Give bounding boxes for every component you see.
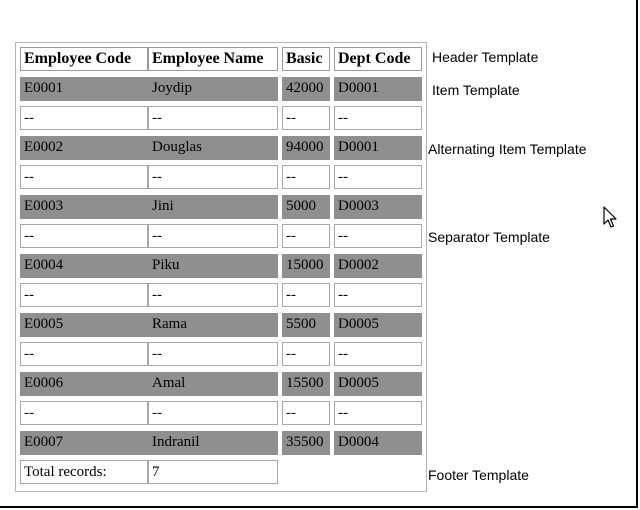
header-employee-code: Employee Code [20,47,148,71]
row-basic-cell: 15000 [282,254,330,278]
separator-cell: -- [20,224,148,248]
row-employee-code-cell: E0002 [20,136,148,160]
separator-cell: -- [148,401,278,425]
row-employee-code-cell: E0003 [20,195,148,219]
separator-cell: -- [282,342,330,366]
separator-cell: -- [334,224,422,248]
row-employee-code-cell: E0006 [20,372,148,396]
row-basic-cell: 35500 [282,431,330,455]
row-employee-name-cell: Joydip [148,77,278,101]
header-basic: Basic [282,47,330,71]
separator-cell: -- [282,224,330,248]
row-employee-code-cell: E0001 [20,77,148,101]
footer-template-label: Footer Template [428,467,529,483]
row-basic-cell: 5500 [282,313,330,337]
row-employee-code-cell: E0004 [20,254,148,278]
row-basic-cell: 15500 [282,372,330,396]
separator-cell: -- [334,165,422,189]
row-dept-code-cell: D0004 [334,431,422,455]
separator-cell: -- [334,342,422,366]
row-basic-cell: 42000 [282,77,330,101]
item-template-label: Item Template [432,82,520,98]
row-dept-code-cell: D0002 [334,254,422,278]
separator-cell: -- [20,283,148,307]
separator-cell: -- [334,401,422,425]
row-employee-name-cell: Jini [148,195,278,219]
separator-cell: -- [20,106,148,130]
row-employee-code-cell: E0005 [20,313,148,337]
mouse-pointer-icon [603,206,619,230]
row-basic-cell: 94000 [282,136,330,160]
header-template-label: Header Template [432,49,539,65]
separator-cell: -- [20,342,148,366]
row-employee-name-cell: Piku [148,254,278,278]
separator-cell: -- [148,224,278,248]
row-dept-code-cell: D0001 [334,77,422,101]
row-employee-code-cell: E0007 [20,431,148,455]
row-employee-name-cell: Rama [148,313,278,337]
separator-cell: -- [334,283,422,307]
row-dept-code-cell: D0005 [334,313,422,337]
header-dept-code: Dept Code [334,47,422,71]
row-dept-code-cell: D0003 [334,195,422,219]
separator-template-label: Separator Template [428,229,550,245]
alternating-item-template-label: Alternating Item Template [428,141,587,157]
separator-cell: -- [334,106,422,130]
separator-cell: -- [148,283,278,307]
row-dept-code-cell: D0001 [334,136,422,160]
separator-cell: -- [148,342,278,366]
separator-cell: -- [148,165,278,189]
separator-cell: -- [20,401,148,425]
row-employee-name-cell: Douglas [148,136,278,160]
separator-cell: -- [282,106,330,130]
row-employee-name-cell: Amal [148,372,278,396]
separator-cell: -- [282,401,330,425]
header-employee-name: Employee Name [148,47,278,71]
separator-cell: -- [148,106,278,130]
separator-cell: -- [282,165,330,189]
footer-total-value: 7 [148,460,278,484]
row-employee-name-cell: Indranil [148,431,278,455]
employee-grid [15,42,427,492]
row-basic-cell: 5000 [282,195,330,219]
separator-cell: -- [20,165,148,189]
separator-cell: -- [282,283,330,307]
footer-total-label: Total records: [20,460,148,484]
row-dept-code-cell: D0005 [334,372,422,396]
